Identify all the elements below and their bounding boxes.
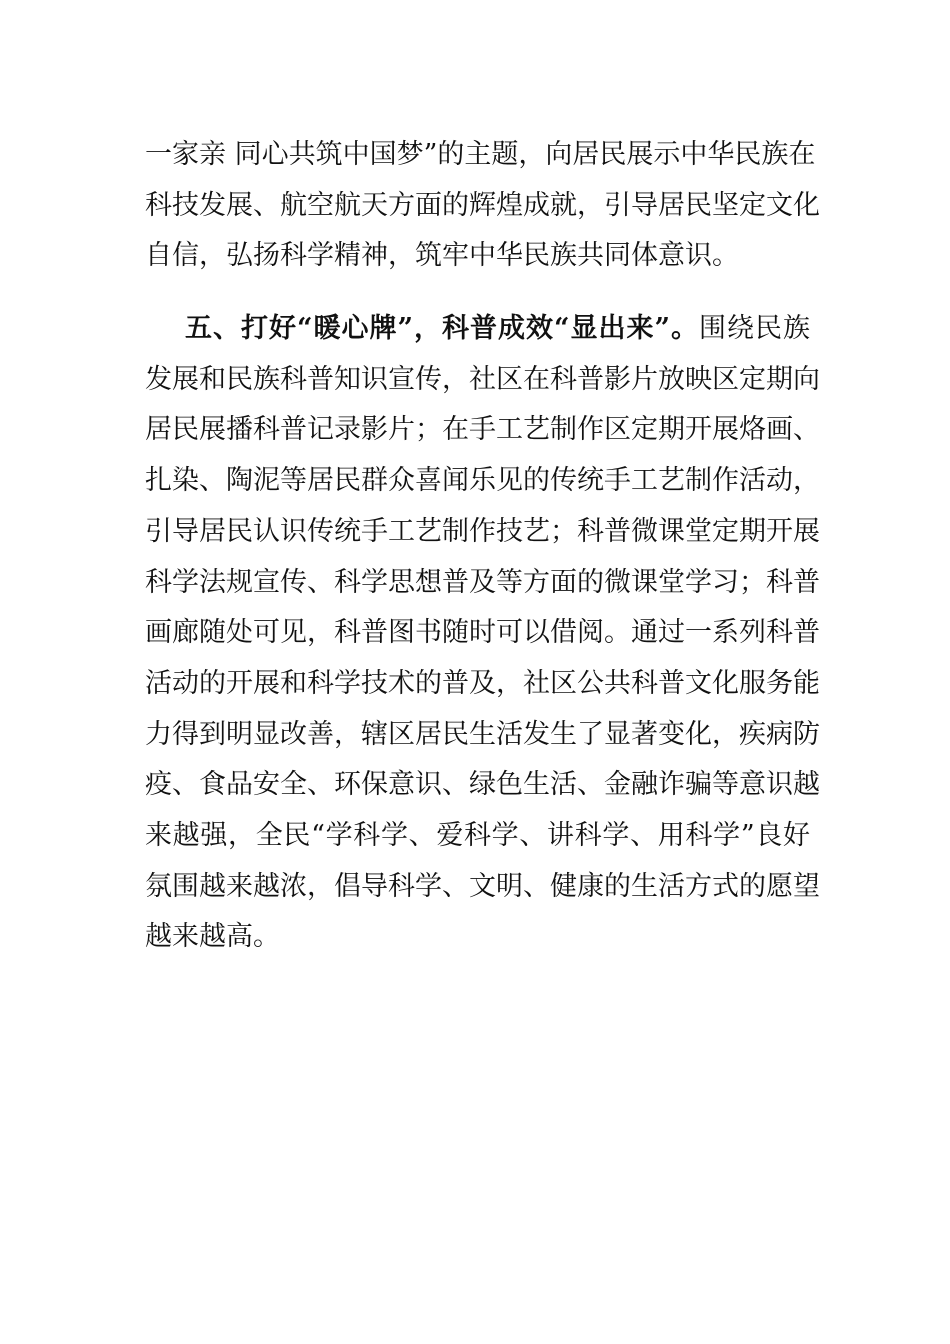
text-line: 疫、食品安全、环保意识、绿色生活、金融诈骗等意识越 — [145, 769, 820, 801]
paragraph-continued — [145, 130, 820, 282]
text-line: 扎染、陶泥等居民群众喜闻乐见的传统手工艺制作活动， — [145, 465, 820, 497]
text-line: 画廊随处可见，科普图书随时可以借阅。通过一系列科普 — [145, 617, 820, 649]
text-line: 引导居民认识传统手工艺制作技艺；科普微课堂定期开展 — [145, 515, 820, 547]
text-line: 力得到明显改善，辖区居民生活发生了显著变化，疾病防 — [145, 718, 820, 750]
text-line: 科学法规宣传、科学思想普及等方面的微课堂学习；科普 — [145, 566, 820, 598]
text-line: 一家亲 同心共筑中国梦”的主题，向居民展示中华民族在 — [145, 139, 816, 170]
section-heading-line — [145, 304, 810, 355]
text-fragment: 围绕民族 — [699, 313, 810, 345]
text-line: 来越强，全民“学科学、爱科学、讲科学、用科学”良好 — [145, 819, 810, 851]
section-heading: 五、打好“暖心牌”，科普成效“显出来”。 — [185, 313, 700, 345]
document-body — [145, 130, 820, 963]
text-line: 科技发展、航空航天方面的辉煌成就，引导居民坚定文化 — [145, 189, 820, 221]
text-line: 活动的开展和科学技术的普及，社区公共科普文化服务能 — [145, 667, 820, 699]
text-line: 发展和民族科普知识宣传，社区在科普影片放映区定期向 — [145, 363, 820, 395]
text-line: 越来越高。 — [145, 921, 280, 953]
paragraph-gap — [145, 282, 810, 304]
text-line: 氛围越来越浓，倡导科学、文明、健康的生活方式的愿望 — [145, 870, 820, 902]
paragraph-section-five — [145, 304, 820, 963]
text-line: 自信，弘扬科学精神，筑牢中华民族共同体意识。 — [145, 240, 739, 272]
text-line: 居民展播科普记录影片；在手工艺制作区定期开展烙画、 — [145, 414, 820, 446]
